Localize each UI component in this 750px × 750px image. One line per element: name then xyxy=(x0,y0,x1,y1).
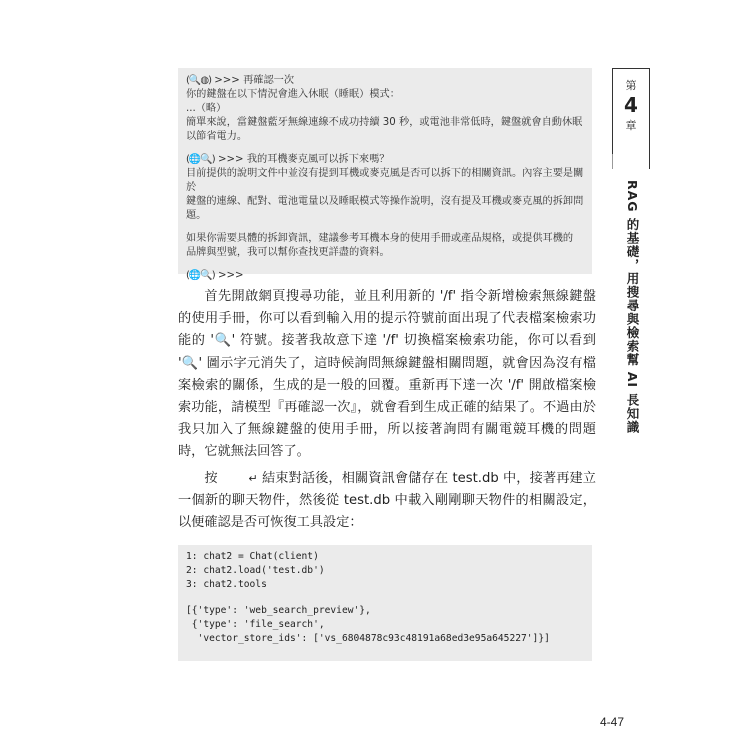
code-output-line: {'type': 'file_search', xyxy=(186,619,325,630)
chat-line: 簡單來說，當鍵盤藍牙無線連線不成功持續 30 秒，或電池非常低時，鍵盤就會自動休眠 xyxy=(186,117,583,128)
chapter-tab xyxy=(612,68,650,154)
prompt-text: >>> 再確認一次 xyxy=(214,75,295,86)
globe-search-icon: (🌐🔍) xyxy=(186,270,215,281)
chapter-tab-point xyxy=(612,153,650,169)
chat-line: 鍵盤的連線、配對、電池電量以及睡眠模式等操作說明，沒有提及耳機或麥克風的拆卸問題。 xyxy=(186,196,584,221)
chat-line xyxy=(186,269,584,283)
code-output-line: 'vector_store_ids': ['vs_6804878c93c48191a68ed3e95a645227']}] xyxy=(186,633,550,644)
chat-line xyxy=(186,74,584,88)
chat-line: 你的鍵盤在以下情況會進入休眠（睡眠）模式： xyxy=(186,89,400,100)
search-icon: (🔍◍) xyxy=(186,75,211,86)
page-number: 4-47 xyxy=(600,715,625,729)
prompt-text: >>> 我的耳機麥克風可以拆下來嗎？ xyxy=(217,154,390,165)
chat-line: 以節省電力。 xyxy=(186,131,248,142)
paragraph-lead: 按 xyxy=(204,471,218,486)
paragraph-rest: 結束對話後，相關資訊會儲存在 test.db 中，接著再建立一個新的聊天物件，然後從 test.db 中載入剛剛聊天物件的相關設定，以便確認是否可恢復工具設定： xyxy=(178,471,596,531)
chat-line: 品牌與型號，我可以幫你查找更詳盡的資料。 xyxy=(186,247,390,258)
chat-line: ...（略） xyxy=(186,103,227,114)
code-block xyxy=(178,545,592,661)
enter-key-icon: ↵ xyxy=(248,472,258,485)
body-paragraph xyxy=(178,468,596,535)
chat-line xyxy=(186,153,584,167)
code-line: 1: chat2 = Chat(client) xyxy=(186,551,319,562)
paragraph-text: 首先開啟網頁搜尋功能，並且利用新的 '/f' 指令新增檢索無線鍵盤的使用手冊，你可以看到輸入用的提示符號前面出現了代表檔案檢索功能的 '🔍' 符號。接著我故意下達 '/f' 切換檔案檢索功能，你可以看到 '🔍' 圖示字元消失了，這時候詢問無線鍵盤相關問題，就會因為沒有檔案檢索的關係，生成的是一般的回覆。重新再下達一次 '/f' 開啟檔案檢索功能，請模型『再確認一次』，就會看到生成正確的結果了。不過由於我只加入了無線鍵盤的使用手冊，所以接著詢問有關電競耳機的問題時，它就無法回答了。 xyxy=(178,289,596,460)
chapter-title: RAG 的基礎，用搜尋與檢索幫 AI 長知識 xyxy=(625,180,640,434)
chapter-number: 4 xyxy=(624,93,638,117)
chapter-label-bottom: 章 xyxy=(625,119,637,132)
prompt-text: >>> xyxy=(217,270,244,281)
chapter-label-top: 第 xyxy=(625,79,637,92)
paragraph-text xyxy=(178,468,596,535)
code-output-line: [{'type': 'web_search_preview'}, xyxy=(186,605,371,616)
code-line: 3: chat2.tools xyxy=(186,579,267,590)
chat-line: 如果你需要具體的拆卸資訊，建議參考耳機本身的使用手冊或產品規格，或提供耳機的 xyxy=(186,233,574,244)
code-line: 2: chat2.load('test.db') xyxy=(186,565,325,576)
body-paragraph xyxy=(178,286,596,464)
chat-transcript-box xyxy=(178,68,592,281)
chat-line: 目前提供的說明文件中並沒有提到耳機或麥克風是否可以拆下的相關資訊。內容主要是關於 xyxy=(186,168,584,193)
globe-search-icon: (🌐🔍) xyxy=(186,154,215,165)
